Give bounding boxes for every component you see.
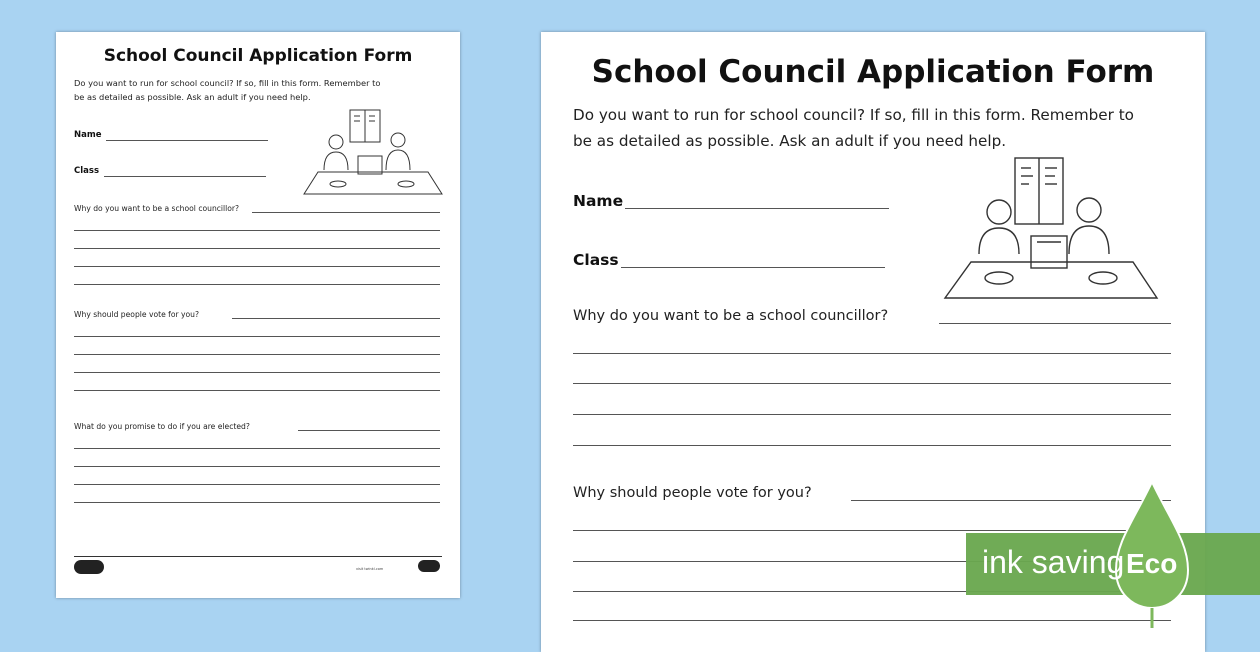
answer-line: [74, 448, 440, 449]
answer-line: [74, 484, 440, 485]
class-field-line: [621, 267, 885, 268]
question-2: Why should people vote for you?: [573, 485, 812, 501]
publisher-logo-small: [418, 560, 440, 572]
publisher-logo: [74, 560, 104, 574]
children-voting-illustration: [302, 108, 444, 200]
form-intro: [74, 76, 442, 104]
answer-line: [74, 390, 440, 391]
answer-line: [573, 445, 1171, 446]
answer-line: [74, 230, 440, 231]
answer-line: [573, 414, 1171, 415]
class-label: Class: [74, 166, 100, 176]
question-2: Why should people vote for you?: [74, 310, 199, 319]
answer-line: [298, 430, 440, 431]
intro-line-2: be as detailed as possible. Ask an adult if you need help.: [573, 132, 1007, 150]
form-intro: [573, 102, 1175, 154]
answer-line: [74, 336, 440, 337]
question-1: Why do you want to be a school councillor?: [74, 204, 240, 213]
answer-line: [74, 284, 440, 285]
class-label: Class: [573, 251, 619, 269]
eco-label: Eco: [1126, 548, 1178, 579]
footer-url: visit twinkl.com: [356, 567, 384, 571]
answer-line: [252, 212, 440, 213]
worksheet-thumbnail[interactable]: [56, 32, 460, 598]
answer-line: [74, 466, 440, 467]
class-field-line: [104, 176, 266, 177]
name-label: Name: [74, 130, 102, 140]
intro-line-2: be as detailed as possible. Ask an adult if you need help.: [74, 92, 311, 102]
name-label: Name: [573, 192, 624, 210]
ink-saving-eco-badge: [966, 480, 1260, 630]
intro-line-1: Do you want to run for school council? If so, fill in this form. Remember to: [573, 106, 1134, 124]
answer-line: [939, 323, 1171, 324]
intro-line-1: Do you want to run for school council? If so, fill in this form. Remember to: [74, 78, 381, 88]
ink-saving-label: ink saving: [982, 544, 1125, 580]
form-title: School Council Application Form: [103, 46, 413, 66]
question-3: What do you promise to do if you are elected?: [74, 422, 250, 431]
answer-line: [573, 383, 1171, 384]
children-voting-illustration: [941, 154, 1161, 304]
answer-line: [74, 266, 440, 267]
answer-line: [74, 502, 440, 503]
form-title: School Council Application Form: [591, 54, 1155, 90]
name-field-line: [106, 140, 268, 141]
answer-line: [74, 372, 440, 373]
footer-rule: [74, 556, 442, 557]
answer-line: [74, 354, 440, 355]
question-1: Why do you want to be a school councillor?: [573, 308, 889, 324]
answer-line: [573, 353, 1171, 354]
answer-line: [232, 318, 440, 319]
name-field-line: [625, 208, 889, 209]
answer-line: [74, 248, 440, 249]
